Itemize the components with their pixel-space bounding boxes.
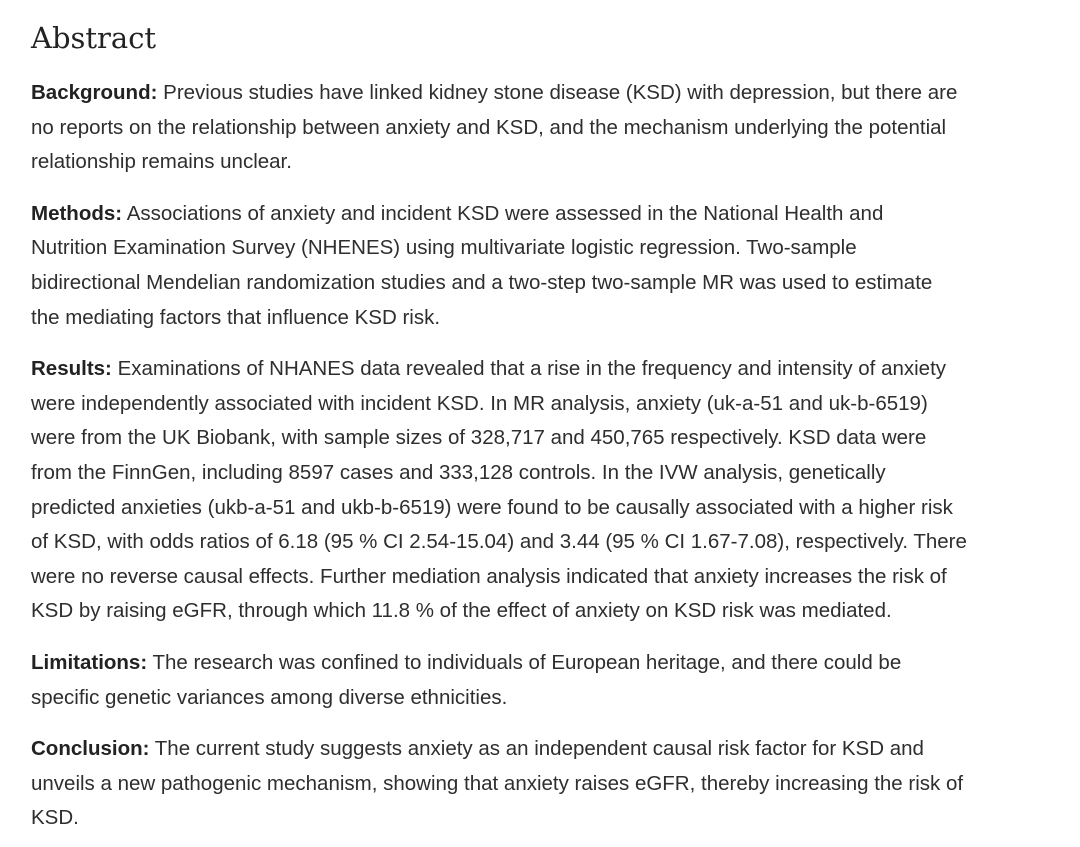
section-label: Results: [31, 357, 112, 381]
text-line [31, 301, 1080, 336]
section-text: predicted anxieties (ukb-a-51 and ukb-b-6519) were found to be causally associated with a higher risk [31, 495, 953, 519]
section-label: Methods: [31, 201, 123, 225]
text-line [31, 560, 1080, 595]
text-line [31, 387, 1080, 422]
text-line [31, 266, 1080, 301]
section-text: Examinations of NHANES data revealed that a rise in the frequency and intensity of anxiety [117, 357, 947, 381]
abstract-results-paragraph [31, 352, 1080, 629]
abstract-limitations-paragraph [31, 646, 1080, 715]
text-line [31, 352, 1080, 387]
section-text: The research was confined to individuals of European heritage, and there could be [152, 650, 902, 674]
text-line [31, 801, 1080, 836]
abstract-body [31, 76, 1080, 836]
text-line [31, 594, 1080, 629]
text-line [31, 231, 1080, 266]
section-text: Nutrition Examination Survey (NHENES) using multivariate logistic regression. Two-sample [31, 236, 857, 260]
section-text: bidirectional Mendelian randomization studies and a two-step two-sample MR was used to estimate [31, 270, 933, 294]
section-text: KSD by raising eGFR, through which 11.8 % of the effect of anxiety on KSD risk was mediated. [31, 599, 892, 623]
abstract-heading: Abstract [31, 21, 157, 55]
section-text: the mediating factors that influence KSD risk. [31, 305, 441, 329]
section-text: Associations of anxiety and incident KSD were assessed in the National Health and [126, 201, 884, 225]
section-text: The current study suggests anxiety as an independent causal risk factor for KSD and [154, 737, 924, 761]
section-text: relationship remains unclear. [31, 150, 292, 174]
text-line [31, 197, 1080, 232]
text-line [31, 525, 1080, 560]
text-line [31, 681, 1080, 716]
text-line [31, 456, 1080, 491]
abstract-methods-paragraph [31, 197, 1080, 335]
section-label: Background: [31, 81, 158, 104]
section-text: unveils a new pathogenic mechanism, showing that anxiety raises eGFR, thereby increasing the risk of [31, 771, 964, 795]
abstract-conclusion-paragraph [31, 732, 1080, 836]
text-line [31, 646, 1080, 681]
section-text: KSD. [31, 806, 79, 830]
section-text: from the FinnGen, including 8597 cases and 333,128 controls. In the IVW analysis, genetically [31, 460, 886, 484]
text-line [31, 111, 1080, 146]
section-text: no reports on the relationship between anxiety and KSD, and the mechanism underlying the potential [31, 115, 947, 139]
text-line [31, 491, 1080, 526]
section-text: of KSD, with odds ratios of 6.18 (95 % CI 2.54-15.04) and 3.44 (95 % CI 1.67-7.08), respectively. There [31, 530, 967, 554]
abstract-background-paragraph [31, 76, 1080, 180]
text-line [31, 421, 1080, 456]
section-text: were independently associated with incident KSD. In MR analysis, anxiety (uk-a-51 and uk-b-6519) [31, 391, 928, 415]
section-label: Conclusion: [31, 737, 150, 761]
text-line [31, 76, 1080, 111]
text-line [31, 732, 1080, 767]
text-line [31, 145, 1080, 180]
section-text: specific genetic variances among diverse ethnicities. [31, 685, 508, 709]
section-text: were from the UK Biobank, with sample sizes of 328,717 and 450,765 respectively. KSD data were [31, 426, 927, 450]
section-label: Limitations: [31, 650, 148, 674]
section-text: Previous studies have linked kidney stone disease (KSD) with depression, but there are [163, 81, 958, 104]
section-text: were no reverse causal effects. Further mediation analysis indicated that anxiety increases the risk of [31, 564, 947, 588]
text-line [31, 767, 1080, 802]
